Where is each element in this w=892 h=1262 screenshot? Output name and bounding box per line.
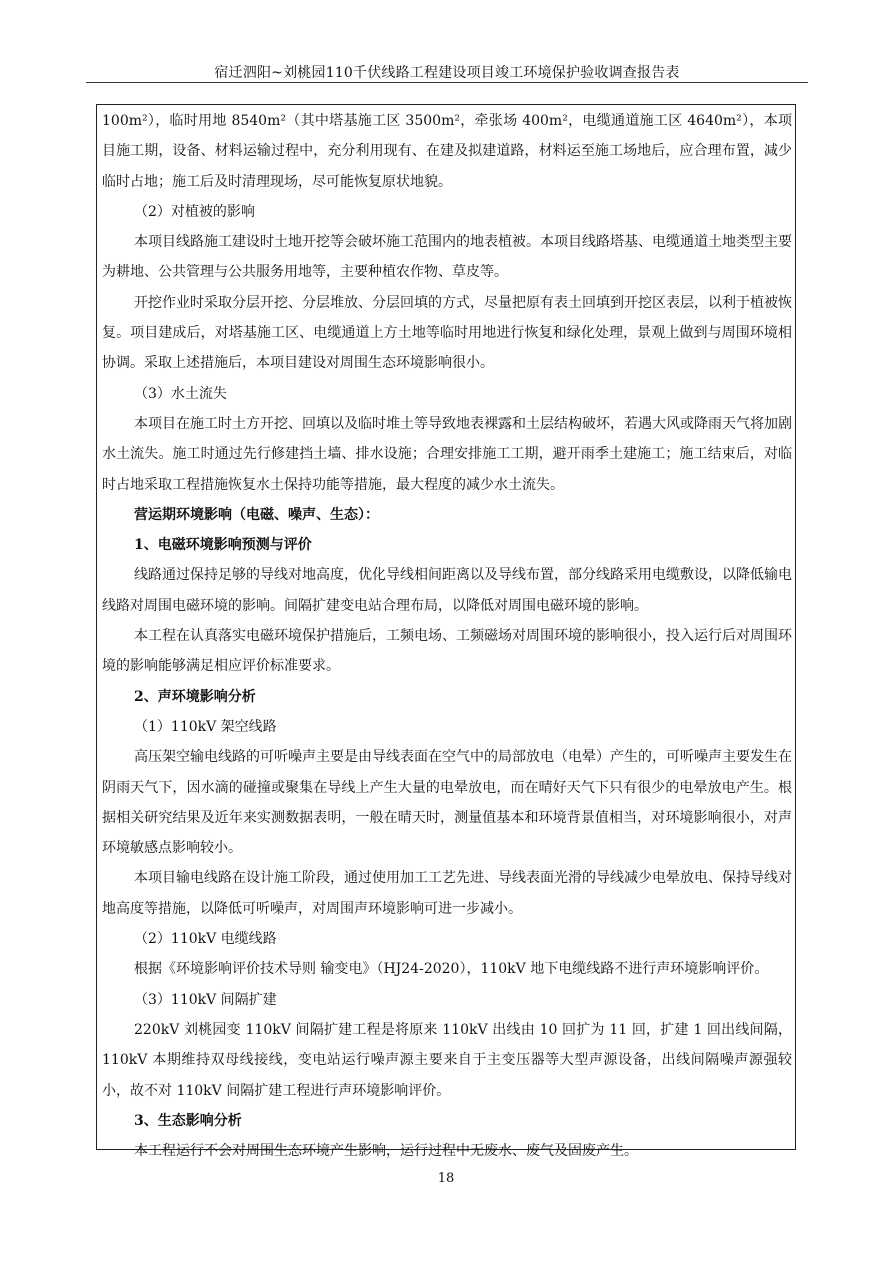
document-header: 宿迁泗阳~刘桃园110千伏线路工程建设项目竣工环境保护验收调查报告表 [214,65,680,81]
paragraph: （1）110kV 架空线路 [134,718,277,735]
paragraph: 线路通过保持足够的导线对地高度，优化导线相间距离以及导线布置，部分线路采用电缆敷设，以降低输电线路对周围电磁环境的影响。间隔扩建变电站合理布局，以降低对周围电磁环境的影响。 [102,567,792,614]
paragraph: 本工程在认真落实电磁环境保护措施后，工频电场、工频磁场对周围环境的影响很小，投入运行后对周围环境的影响能够满足相应评价标准要求。 [102,628,792,675]
section-heading: 营运期环境影响（电磁、噪声、生态）： [134,506,379,523]
paragraph: 100m²），临时用地 8540m²（其中塔基施工区 3500m²，牵张场 400m²，电缆通道施工区 4640m²），本项目施工期，设备、材料运输过程中，充分利用现有、在建及拟建道路，材料运至施工场地后，应合理布置，减少临时占地；施工后及时清理现场，尽可能恢复原状地貌。 [102,113,792,190]
section-heading: 1、电磁环境影响预测与评价 [134,537,312,554]
section-heading: 3、生态影响分析 [134,1112,242,1129]
paragraph: 高压架空输电线路的可听噪声主要是由导线表面在空气中的局部放电（电晕）产生的，可听噪声主要发生在阴雨天气下，因水滴的碰撞或聚集在导线上产生大量的电晕放电，而在晴好天气下只有很少的电晕放电产生。根据相关研究结果及近年来实测数据表明，一般在晴天时，测量值基本和环境背景值相当，对环境影响很小，对声环境敏感点影响较小。 [102,749,792,857]
paragraph: 本工程运行不会对周围生态环境产生影响，运行过程中无废水、废气及固废产生。 [134,1143,638,1160]
paragraph: （2）对植被的影响 [134,203,255,220]
body-content [102,106,792,1166]
paragraph: （3）110kV 间隔扩建 [134,991,277,1008]
page-number: 18 [437,1171,455,1186]
paragraph: 开挖作业时采取分层开挖、分层堆放、分层回填的方式，尽量把原有表土回填到开挖区表层，以利于植被恢复。项目建成后，对塔基施工区、电缆通道上方土地等临时用地进行恢复和绿化处理，景观上做到与周围环境相协调。采取上述措施后，本项目建设对周围生态环境影响很小。 [102,294,792,372]
paragraph: 根据《环境影响评价技术导则 输变电》（HJ24-2020），110kV 地下电缆线路不进行声环境影响评价。 [134,961,769,978]
paragraph: 本项目线路施工建设时土地开挖等会破坏施工范围内的地表植被。本项目线路塔基、电缆通道土地类型主要为耕地、公共管理与公共服务用地等，主要种植农作物、草皮等。 [102,234,792,281]
paragraph: 本项目在施工时土方开挖、回填以及临时堆土等导致地表裸露和土层结构破坏，若遇大风或降雨天气将加剧水土流失。施工时通过先行修建挡土墙、排水设施；合理安排施工工期，避开雨季土建施工；施工结束后，对临时占地采取工程措施恢复水土保持功能等措施，最大程度的减少水土流失。 [102,415,792,493]
header-rule [86,82,808,83]
paragraph: 本项目输电线路在设计施工阶段，通过使用加工工艺先进、导线表面光滑的导线减少电晕放电、保持导线对地高度等措施，以降低可听噪声，对周围声环境影响可进一步减小。 [102,870,792,917]
paragraph: （2）110kV 电缆线路 [134,931,277,948]
section-heading: 2、声环境影响分析 [134,688,256,705]
paragraph: （3）水土流失 [134,385,227,402]
paragraph: 220kV 刘桃园变 110kV 间隔扩建工程是将原来 110kV 出线由 10 回扩为 11 回，扩建 1 回出线间隔，110kV 本期维持双母线接线，变电站运行噪声源主要来自于主变压器等大型声源设备，出线间隔噪声源强较小，故不对 110kV 间隔扩建工程进行声环境影响评价。 [102,1021,792,1099]
